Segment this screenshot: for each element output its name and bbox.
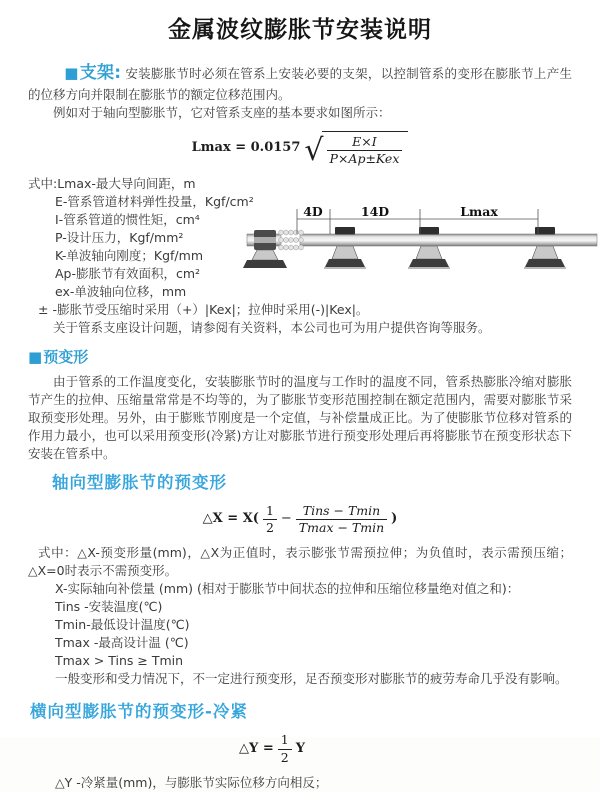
lmax-formula-fraction [327, 135, 403, 167]
list-item: Tmin-最低设计温度(℃) [55, 617, 190, 633]
definition-line: I-管系管道的惯性矩，cm⁴ [55, 212, 200, 228]
minus-sign: − [280, 511, 292, 527]
pipe-clamp [419, 227, 439, 235]
axial-formula-row [28, 504, 572, 536]
fraction-denominator: 2 [265, 520, 274, 536]
temperature-fraction [296, 504, 387, 536]
pipe-support [408, 246, 450, 269]
list-item: Tmax > Tins ≥ Tmin [55, 653, 184, 669]
definition-line: ex-单波轴向位移，mm [55, 284, 187, 300]
list-item: Tins -安装温度(℃) [55, 599, 163, 615]
lateral-subheading: 横向型膨胀节的预变形-冷紧 [30, 702, 248, 722]
fraction-denominator: P×Ap±Kex [329, 150, 400, 166]
predeform-heading-label: 预变形 [43, 348, 89, 367]
sqrt-radical [304, 131, 408, 167]
pipe [300, 234, 597, 246]
symbol-definitions-list [28, 175, 254, 301]
support-intro-paragraph [28, 61, 572, 103]
bellows-icon [279, 230, 304, 250]
fraction-numerator: 1 [263, 504, 277, 520]
definition-line: E-管系管道材料弹性投量，Kgf/cm² [55, 194, 254, 210]
lmax-formula [192, 131, 409, 167]
definition-line: Ap-膨胀节有效面积，cm² [55, 266, 201, 282]
axial-subheading: 轴向型膨胀节的预变形 [52, 472, 227, 492]
anchor-support [243, 250, 287, 268]
anchor-sleeve [254, 230, 276, 250]
lateral-formula-row [0, 733, 544, 765]
dimension-label-14d: 14D [360, 204, 390, 220]
definition-line: K-单波轴向刚度；Kgf/mm [55, 248, 203, 264]
lateral-formula-lhs: △Y = [239, 740, 274, 756]
fraction-denominator: Tmax − Tmin [298, 520, 385, 536]
support-example-line: 例如对于轴向型膨胀节，它对管系支座的基本要求如图所示： [53, 104, 391, 120]
lateral-note: △Y -冷紧量(mm)，与膨胀节实际位移方向相反； [55, 774, 328, 790]
radical-sign: √ [304, 132, 324, 168]
consult-note: 关于管系支座设计问题，请参阅有关资料，本公司也可为用户提供咨询等服务。 [53, 320, 491, 336]
fraction-numerator: E×I [327, 135, 403, 151]
definition-line: P-设计压力，Kgf/mm² [55, 230, 184, 246]
lateral-formula-rhs: Y [295, 740, 305, 756]
axial-items-list [28, 580, 572, 688]
dimension-lines [297, 209, 538, 234]
dimension-label-lmax: Lmax [460, 204, 498, 220]
axial-formula [203, 504, 398, 536]
predeform-body-paragraph: 由于管系的工作温度变化，安装膨胀节时的温度与工作时的温度不同，管系热膨胀冷缩对膨胀节产生的拉伸、压缩量常常是不均等的，为了膨胀节变形范围控制在额定范围内，需要对膨胀节采取预变形处理。另外，由于膨账节刚度是一个定值，与补偿量成正比。为了使膨胀节位移对管系的作用力最小，也可以采用预变形(冷紧)方让对膨胀节进行预变形处理后再将膨胀节在预变形状态下安装在管系中。 [28, 373, 572, 461]
dimension-label-4d: 4D [303, 204, 323, 220]
blue-square-icon: ■ [28, 348, 43, 367]
plus-minus-note: ± -膨胀节受压缩时采用（+）|Kex|；拉伸时采用(-)|Kex|。 [38, 302, 369, 318]
support-section-heading [64, 63, 121, 83]
axial-formula-rhs: ) [391, 511, 398, 527]
pipe-support [324, 246, 366, 269]
definitions-and-diagram-row [28, 175, 572, 301]
pipe-support-diagram [245, 175, 600, 301]
pipe-support [524, 246, 566, 269]
half-fraction [278, 733, 292, 765]
list-item: X-实际轴向补偿量 (mm) (相对于膨胀节中间状态的拉伸和压缩位移量绝对值之和)： [55, 581, 520, 597]
fraction-numerator: Tins − Tmin [296, 504, 387, 520]
fraction-denominator: 2 [280, 749, 289, 765]
definition-line: 式中:Lmax-最大导向间距，m [28, 176, 196, 192]
axial-formula-lhs: △X = X( [202, 511, 259, 527]
lmax-formula-lhs: Lmax = 0.0157 [191, 140, 301, 156]
lateral-formula [239, 733, 305, 765]
fraction-numerator: 1 [278, 733, 292, 749]
support-heading-label: 支架: [79, 63, 122, 84]
lmax-formula-row [28, 131, 572, 167]
list-item: 一般变形和受力情况下，不一定进行预变形，足否预变形对膨胀节的疲劳寿命几乎没有影响。 [55, 671, 568, 687]
predeform-section-heading [28, 347, 572, 369]
support-intro-text: 安装膨胀节时必须在管系上安装必要的支架，以控制管系的变形在膨胀节上产生的位移方向并限制在膨胀节的额定位移范围内。 [28, 66, 572, 102]
blue-square-icon: ■ [64, 64, 79, 83]
list-item: Tmax -最高设计温 (℃) [55, 635, 189, 651]
axial-explain-line: 式中：△X-预变形量(mm)，△X为正值时，表示膨张节需预拉伸；为负值时，表示需预压缩；△X=0时表示不需预变形。 [28, 545, 572, 579]
pipe-clamp [335, 227, 355, 235]
page-title: 金属波纹膨胀节安装说明 [168, 17, 432, 43]
half-fraction [263, 504, 277, 536]
